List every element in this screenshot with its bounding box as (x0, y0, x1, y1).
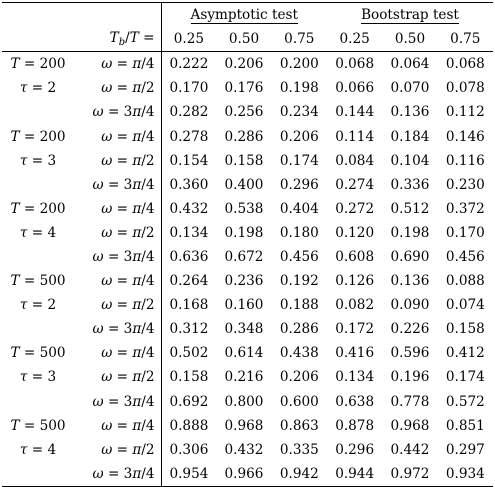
value-cell: 0.198 (390, 224, 430, 241)
value-cell: 0.120 (335, 224, 375, 241)
value-cell: 0.934 (438, 462, 493, 487)
value-cell: 0.888 (161, 414, 216, 438)
value-cell: 0.090 (390, 297, 430, 314)
value-cell: 0.064 (382, 52, 437, 77)
value-cell: 0.335 (279, 441, 319, 458)
table-row (2, 197, 493, 221)
level-header: 0.50 (228, 31, 260, 48)
omega-label: ω = 3π/4 (92, 321, 155, 338)
value-cell: 0.158 (161, 365, 216, 389)
table-row (2, 124, 493, 148)
value-cell: 0.082 (335, 297, 375, 314)
level-header: 0.25 (161, 27, 216, 52)
value-cell: 0.116 (445, 152, 485, 169)
value-cell: 0.800 (224, 393, 264, 410)
omega-label: ω = 3π/4 (92, 104, 155, 121)
value-cell: 0.172 (335, 321, 375, 338)
value-cell: 0.944 (327, 462, 382, 487)
value-cell: 0.168 (161, 293, 216, 317)
setting-label: T = 500 (10, 273, 66, 290)
omega-label: ω = π/4 (101, 345, 155, 362)
setting-label (2, 245, 74, 269)
table-row (2, 221, 493, 245)
value-cell: 0.502 (161, 341, 216, 365)
value-cell: 0.104 (390, 152, 430, 169)
setting-label: T = 200 (10, 200, 66, 217)
table-row (2, 438, 493, 462)
value-cell: 0.084 (335, 152, 375, 169)
omega-label: ω = 3π/4 (92, 248, 155, 265)
value-cell: 0.432 (224, 441, 264, 458)
value-cell: 0.412 (445, 345, 485, 362)
setting-label: T = 200 (2, 52, 74, 77)
table-row (2, 269, 493, 293)
value-cell: 0.596 (390, 345, 430, 362)
value-cell: 0.614 (224, 345, 264, 362)
results-table (2, 2, 493, 487)
value-cell: 0.360 (161, 173, 216, 197)
value-cell: 0.878 (335, 417, 375, 434)
omega-label: ω = π/2 (101, 224, 155, 241)
omega-label: ω = π/4 (101, 128, 155, 145)
value-cell: 0.256 (224, 104, 264, 121)
value-cell: 0.198 (279, 80, 319, 97)
value-cell: 0.954 (161, 462, 216, 487)
asymptotic-group-header: Asymptotic test (161, 3, 327, 28)
setting-label (2, 100, 74, 124)
table-row (2, 52, 493, 77)
value-cell: 0.180 (279, 224, 319, 241)
setting-label (2, 462, 74, 487)
value-cell: 0.692 (161, 390, 216, 414)
table-row (2, 365, 493, 389)
value-cell: 0.296 (279, 176, 319, 193)
setting-label: τ = 3 (19, 369, 57, 386)
value-cell: 0.154 (161, 149, 216, 173)
omega-label: ω = π/2 (101, 297, 155, 314)
omega-label: ω = 3π/4 (92, 176, 155, 193)
value-cell: 0.942 (272, 462, 327, 487)
setting-label: T = 200 (10, 128, 66, 145)
value-cell: 0.074 (445, 297, 485, 314)
value-cell: 0.297 (445, 441, 485, 458)
value-cell: 0.114 (335, 128, 375, 145)
value-cell: 0.264 (161, 269, 216, 293)
value-cell: 0.672 (224, 248, 264, 265)
value-cell: 0.176 (224, 80, 264, 97)
value-cell: 0.348 (224, 321, 264, 338)
table-row (2, 173, 493, 197)
value-cell: 0.184 (390, 128, 430, 145)
value-cell: 0.456 (445, 248, 485, 265)
value-cell: 0.144 (335, 104, 375, 121)
table-row (2, 414, 493, 438)
group-header-row (2, 3, 493, 28)
value-cell: 0.636 (161, 245, 216, 269)
table-row (2, 462, 493, 487)
omega-label: ω = π/2 (101, 152, 155, 169)
value-cell: 0.538 (224, 200, 264, 217)
value-cell: 0.160 (224, 297, 264, 314)
value-cell: 0.206 (279, 369, 319, 386)
value-cell: 0.442 (390, 441, 430, 458)
value-cell: 0.282 (161, 100, 216, 124)
table-row (2, 341, 493, 365)
value-cell: 0.512 (390, 200, 430, 217)
omega-label: ω = π/2 (101, 441, 155, 458)
value-cell: 0.286 (224, 128, 264, 145)
setting-label: τ = 2 (19, 80, 57, 97)
value-cell: 0.638 (335, 393, 375, 410)
value-cell: 0.188 (279, 297, 319, 314)
value-cell: 0.222 (161, 52, 216, 77)
value-cell: 0.200 (272, 52, 327, 77)
value-cell: 0.192 (279, 273, 319, 290)
table-row (2, 149, 493, 173)
omega-label: ω = π/2 (101, 80, 155, 97)
value-cell: 0.272 (335, 200, 375, 217)
setting-label (2, 317, 74, 341)
value-cell: 0.432 (161, 197, 216, 221)
setting-label: τ = 3 (19, 152, 57, 169)
value-cell: 0.778 (390, 393, 430, 410)
omega-label: ω = 3π/4 (74, 462, 161, 487)
value-cell: 0.146 (445, 128, 485, 145)
value-cell: 0.236 (224, 273, 264, 290)
value-cell: 0.198 (224, 224, 264, 241)
value-cell: 0.136 (390, 273, 430, 290)
value-cell: 0.066 (335, 80, 375, 97)
setting-label: T = 500 (10, 417, 66, 434)
table-row (2, 245, 493, 269)
value-cell: 0.968 (224, 417, 264, 434)
setting-label: τ = 4 (19, 224, 57, 241)
value-cell: 0.196 (390, 369, 430, 386)
omega-label: ω = π/4 (101, 273, 155, 290)
value-cell: 0.286 (279, 321, 319, 338)
level-header-row (2, 27, 493, 52)
setting-label: τ = 2 (19, 297, 57, 314)
value-cell: 0.966 (216, 462, 271, 487)
value-cell: 0.572 (445, 393, 485, 410)
value-cell: 0.088 (445, 273, 485, 290)
level-header: 0.25 (339, 31, 370, 48)
value-cell: 0.600 (279, 393, 319, 410)
value-cell: 0.170 (445, 224, 485, 241)
value-cell: 0.068 (327, 52, 382, 77)
setting-label: T = 500 (10, 345, 66, 362)
table-row (2, 76, 493, 100)
value-cell: 0.274 (335, 176, 375, 193)
value-cell: 0.206 (279, 128, 319, 145)
value-cell: 0.416 (335, 345, 375, 362)
value-cell: 0.400 (224, 176, 264, 193)
value-cell: 0.070 (390, 80, 430, 97)
table-row (2, 317, 493, 341)
table-row (2, 100, 493, 124)
omega-label: ω = π/4 (101, 200, 155, 217)
value-cell: 0.456 (279, 248, 319, 265)
value-cell: 0.863 (279, 417, 319, 434)
value-cell: 0.174 (445, 369, 485, 386)
table-row (2, 390, 493, 414)
value-cell: 0.972 (382, 462, 437, 487)
value-cell: 0.312 (161, 317, 216, 341)
value-cell: 0.068 (438, 52, 493, 77)
value-cell: 0.372 (445, 200, 485, 217)
omega-label: ω = π/4 (74, 52, 161, 77)
value-cell: 0.078 (445, 80, 485, 97)
level-header: 0.75 (450, 31, 481, 48)
value-cell: 0.296 (335, 441, 375, 458)
value-cell: 0.112 (445, 104, 485, 121)
omega-label: ω = π/4 (101, 417, 155, 434)
value-cell: 0.336 (390, 176, 430, 193)
value-cell: 0.158 (224, 152, 264, 169)
value-cell: 0.170 (161, 76, 216, 100)
level-header: 0.50 (394, 31, 426, 48)
table-row (2, 293, 493, 317)
omega-label: ω = 3π/4 (92, 393, 155, 410)
value-cell: 0.306 (161, 438, 216, 462)
setting-label (2, 173, 74, 197)
value-cell: 0.206 (216, 52, 271, 77)
level-header: 0.75 (284, 31, 315, 48)
value-cell: 0.851 (445, 417, 485, 434)
value-cell: 0.438 (279, 345, 319, 362)
value-cell: 0.234 (279, 104, 319, 121)
setting-label (2, 390, 74, 414)
setting-label: τ = 4 (19, 441, 57, 458)
value-cell: 0.278 (161, 124, 216, 148)
value-cell: 0.404 (279, 200, 319, 217)
value-cell: 0.136 (390, 104, 430, 121)
value-cell: 0.690 (390, 248, 430, 265)
value-cell: 0.134 (335, 369, 375, 386)
ratio-label: $T_b/T$ = (109, 30, 155, 49)
value-cell: 0.174 (279, 152, 319, 169)
value-cell: 0.230 (445, 176, 485, 193)
value-cell: 0.968 (390, 417, 430, 434)
value-cell: 0.126 (335, 273, 375, 290)
value-cell: 0.216 (224, 369, 264, 386)
omega-label: ω = π/2 (101, 369, 155, 386)
value-cell: 0.608 (335, 248, 375, 265)
bootstrap-group-header: Bootstrap test (327, 3, 493, 28)
value-cell: 0.158 (445, 321, 485, 338)
value-cell: 0.226 (390, 321, 430, 338)
value-cell: 0.134 (161, 221, 216, 245)
